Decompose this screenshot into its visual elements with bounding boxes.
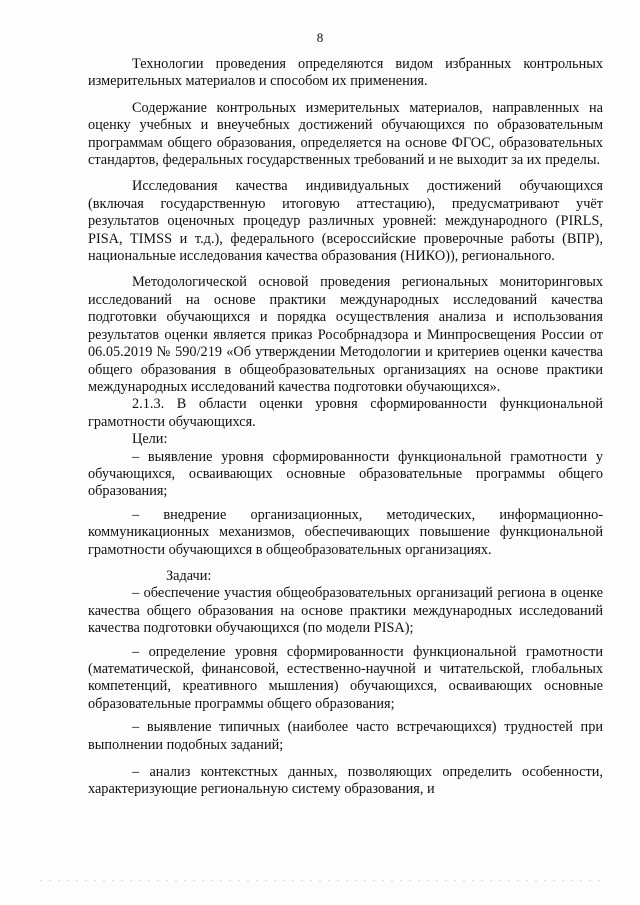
paragraph-methodology: Методологической основой проведения региональных мониторинговых исследований на основе практики международных исследований качества подготовки обучающихся и порядка осуществления анализа и использования результатов оценки является приказ Рособрнадзора и Минпросвещения России от 06.05.2019 № 590/219 «Об утверждении Методологии и критериев оценки качества общего образования в общеобразовательных организациях на основе практики международных исследований качества подготовки обучающихся».: [88, 274, 603, 395]
task-item: – обеспечение участия общеобразовательных организаций региона в оценке качества общего образования на основе практики международных исследований качества подготовки обучающихся (по модели PISA);: [88, 585, 603, 637]
paragraph-technologies: Технологии проведения определяются видом избранных контрольных измерительных материалов и способом их применения.: [88, 56, 603, 90]
document-body: [88, 56, 603, 799]
task-item: – определение уровня сформированности функциональной грамотности (математической, финансовой, естественно-научной и читательской, глобальных компетенций, креативного мышления) обучающихся, осваивающих основные образовательные программы общего образования;: [88, 643, 603, 712]
goal-item: – выявление уровня сформированности функциональной грамотности у обучающихся, осваивающих основные образовательные программы общего образования;: [88, 448, 603, 500]
tasks-label: Задачи:: [166, 567, 212, 584]
goals-label: Цели:: [132, 431, 168, 448]
paragraph-kim-content: Содержание контрольных измерительных материалов, направленных на оценку учебных и внеучебных достижений обучающихся по образовательным программам общего образования, определяется на основе ФГОС, образовательных стандартов, федеральных государственных требований и не выходит за их пределы.: [88, 99, 603, 169]
section-heading-2-1-3: 2.1.3. В области оценки уровня сформированности функциональной грамотности обучающихся.: [88, 396, 603, 430]
task-item: – выявление типичных (наиболее часто встречающихся) трудностей при выполнении подобных заданий;: [88, 719, 603, 753]
task-item: – анализ контекстных данных, позволяющих определить особенности, характеризующие региональную систему образования, и: [88, 764, 603, 798]
goal-item: – внедрение организационных, методических, информационно-коммуникационных механизмов, обеспечивающих повышение функциональной грамотности обучающихся в общеобразовательных организациях.: [88, 506, 603, 558]
scan-artifact-line: [40, 880, 600, 881]
page-number: 8: [316, 30, 324, 45]
paragraph-research-quality: Исследования качества индивидуальных достижений обучающихся (включая государственную итоговую аттестацию), предусматривают учёт результатов оценочных процедур различных уровней: международного (PIRLS, PISA, TIMSS и т.д.), федерального (всероссийские проверочные работы (ВПР), национальные исследования качества образования (НИКО)), регионального.: [88, 178, 603, 265]
